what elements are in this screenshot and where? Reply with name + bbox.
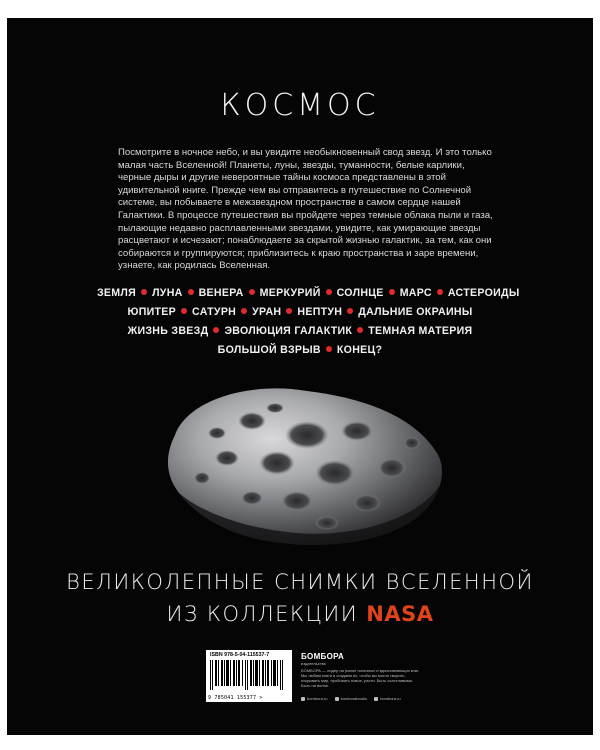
isbn-number: ISBN 978-5-04-115537-7 — [210, 652, 270, 658]
topics-line-1 — [97, 284, 520, 303]
barcode-block — [206, 650, 292, 702]
topic-item: МЕРКУРИЙ — [259, 287, 321, 299]
topics-list — [97, 284, 520, 360]
bullet-dot-icon — [213, 327, 219, 333]
barcode-digits: 9 785041 155377 > — [208, 695, 263, 701]
publisher-sub: издательство — [301, 661, 326, 666]
book-back-cover — [7, 18, 593, 735]
social-icon — [301, 697, 305, 701]
topic-item: БОЛЬШОЙ ВЗРЫВ — [217, 344, 321, 356]
bullet-dot-icon — [437, 289, 443, 295]
bullet-dot-icon — [357, 327, 363, 333]
topics-line-2 — [97, 303, 503, 322]
bullet-dot-icon — [389, 289, 395, 295]
topic-item: ТЕМНАЯ МАТЕРИЯ — [368, 325, 473, 337]
barcode-icon — [210, 660, 288, 690]
publisher-logo: БОМБОРА — [301, 652, 345, 661]
tagline-line-2 — [7, 602, 593, 626]
topic-item: САТУРН — [192, 306, 237, 318]
topic-item: ЮПИТЕР — [127, 306, 177, 318]
topics-line-3 — [97, 322, 503, 341]
book-title: КОСМОС — [220, 88, 380, 123]
bullet-dot-icon — [326, 346, 332, 352]
intro-text: Посмотрите в ночное небо, и вы увидите необыкновенный свод звезд. И это только малая часть Вселенной! Планеты, луны, звезды, туманности, белые карлики, черные дыры и другие невероятные тайны космоса представлены в этой удивительной книге. Прежде чем вы отправитесь в путешествие по Солнечной системе, вы побываете в межзвездном пространстве в самом сердце нашей Галактики. В процессе путешествия вы пройдете через темные облака пыли и газа, пылающие недавно расплавленными звездами, увидите, как умирающие звезды расцветают и исчезают; понаблюдаете за скрытой жизнью галактик, за тем, как они собираются и группируются; приблизитесь к краю пространства и заре времени, узнаете, как родилась Вселенная. — [118, 147, 493, 272]
topic-item: НЕПТУН — [297, 306, 343, 318]
social-link-label: bombora.ru — [380, 696, 401, 701]
topic-item: ЭВОЛЮЦИЯ ГАЛАКТИК — [224, 325, 353, 337]
publisher-description: БОМБОРА — лидер на рынке полезных и вдохновляющих книг. Мы любим книги и создаем их, чтобы вы могли творить, открывать мир, пробовать новое, расти. Быть счастливыми. Быть на волне. — [301, 668, 420, 688]
bullet-dot-icon — [141, 289, 147, 295]
social-icon — [374, 697, 378, 701]
social-icon — [335, 697, 339, 701]
social-link-2[interactable] — [335, 696, 367, 701]
topic-item: ЖИЗНЬ ЗВЕЗД — [127, 325, 209, 337]
topic-item: МАРС — [399, 287, 432, 299]
bullet-dot-icon — [326, 289, 332, 295]
social-link-label: bomborabooks — [340, 696, 368, 701]
publisher-social-links — [301, 696, 441, 701]
bullet-dot-icon — [188, 289, 194, 295]
moon-hyperion-image — [157, 373, 452, 553]
topic-item: АСТЕРОИДЫ — [447, 287, 520, 299]
topic-item: УРАН — [252, 306, 282, 318]
social-link-label: bombora.ru — [307, 696, 328, 701]
topic-item: СОЛНЦЕ — [336, 287, 384, 299]
social-link-1[interactable] — [301, 696, 327, 701]
nasa-label: NASA — [366, 602, 434, 626]
bullet-dot-icon — [347, 308, 353, 314]
topic-item: ДАЛЬНИЕ ОКРАИНЫ — [358, 306, 473, 318]
bullet-dot-icon — [241, 308, 247, 314]
bullet-dot-icon — [181, 308, 187, 314]
topic-item: ЛУНА — [152, 287, 183, 299]
topic-item: ЗЕМЛЯ — [97, 287, 137, 299]
topics-line-4 — [97, 341, 503, 360]
tagline-line-1: ВЕЛИКОЛЕПНЫЕ СНИМКИ ВСЕЛЕННОЙ — [66, 570, 534, 594]
bullet-dot-icon — [286, 308, 292, 314]
topic-item: ВЕНЕРА — [198, 287, 244, 299]
tagline-prefix: ИЗ КОЛЛЕКЦИИ — [166, 602, 359, 626]
social-link-3[interactable] — [374, 696, 400, 701]
bullet-dot-icon — [249, 289, 255, 295]
topic-item: КОНЕЦ? — [336, 344, 383, 356]
